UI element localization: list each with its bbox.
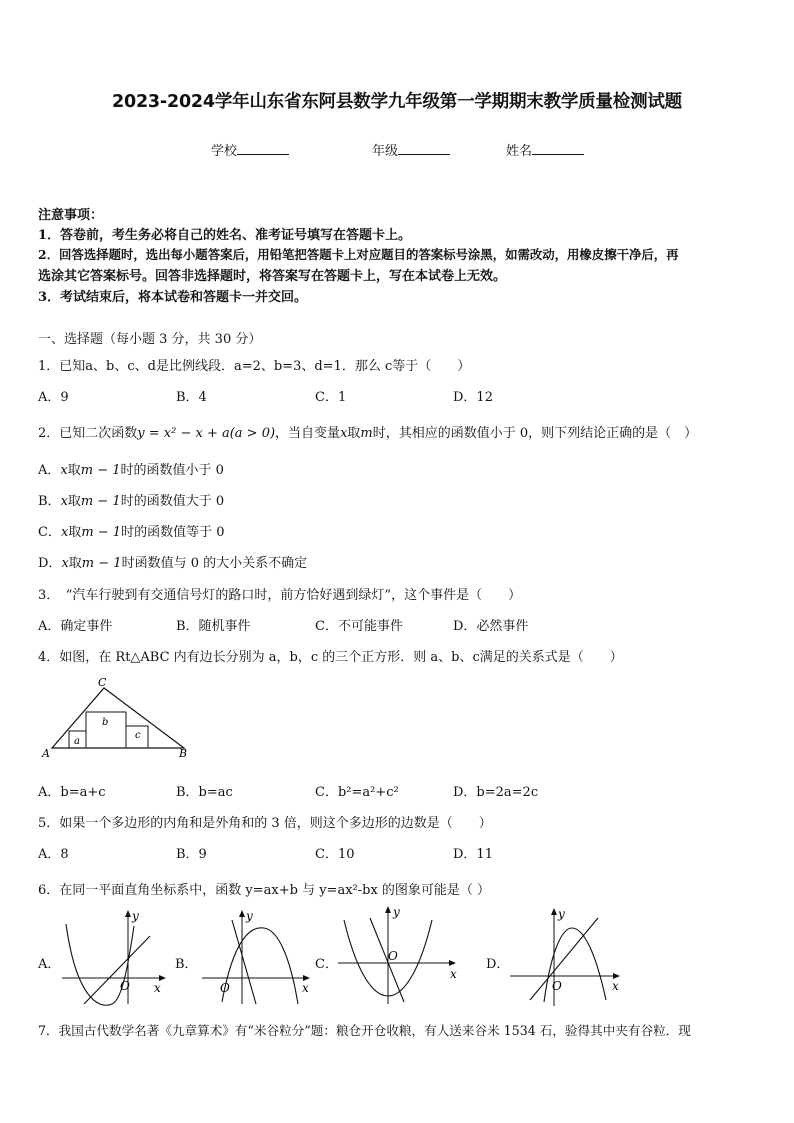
q5-stem: 5．如果一个多边形的内角和是外角和的 3 倍，则这个多边形的边数是（ ）	[38, 816, 492, 831]
q2-take: 取	[347, 426, 361, 441]
page-title: 2023-2024学年山东省东阿县数学九年级第一学期期末教学质量检测试题	[112, 92, 682, 112]
q2-a-expr: m − 1	[80, 463, 121, 478]
q2-stem-mid: ，当自变量	[275, 426, 341, 441]
q1-option-a: A．9	[38, 390, 69, 405]
line-graph	[84, 936, 150, 1004]
triangle-abc	[52, 688, 184, 748]
q3-option-b: B．随机事件	[176, 619, 251, 634]
q2-b-x: x	[60, 494, 68, 509]
x-label: x	[612, 979, 619, 993]
y-arrow-icon	[385, 906, 391, 913]
y-label: y	[558, 907, 565, 921]
q4-option-a: A．b=a+c	[38, 785, 106, 800]
y-label: y	[393, 905, 400, 919]
q2-var-m: m	[360, 426, 373, 441]
line-graph	[530, 918, 598, 1000]
name-field	[506, 140, 584, 159]
q5-option-d: D．11	[453, 847, 493, 862]
q2-option-b	[38, 490, 224, 509]
grade-blank	[398, 142, 450, 155]
x-label: x	[450, 967, 457, 981]
section-heading: 一、选择题（每小题 3 分，共 30 分）	[38, 332, 262, 347]
grade-label: 年级	[372, 144, 399, 159]
q6-option-b-label: B．	[175, 957, 198, 972]
q2-b-text: 时的函数值大于 0	[120, 494, 225, 509]
q4-option-d: D．b=2a=2c	[453, 785, 539, 800]
grade-field	[372, 140, 450, 159]
q5-option-c: C．10	[315, 847, 355, 862]
parabola-curve	[222, 928, 298, 1004]
q6-option-c-label: C．	[315, 957, 338, 972]
q2-d-x: x	[61, 556, 69, 571]
y-arrow-icon	[125, 910, 131, 917]
q1-option-d: D．12	[453, 390, 493, 405]
notice-item-2a: 2．回答选择题时，选出每小题答案后，用铅笔把答题卡上对应题目的答案标号涂黑，如需改动，用橡皮擦干净后，再	[38, 247, 679, 262]
notice-item-3: 3．考试结束后，将本试卷和答题卡一并交回。	[38, 290, 308, 305]
q2-a-label: A．	[38, 463, 61, 478]
origin-label: O	[120, 979, 130, 993]
q2-b-label: B．	[38, 494, 61, 509]
q6-graph-a	[58, 906, 170, 1010]
line-graph	[370, 918, 404, 1002]
q2-stem	[38, 422, 697, 441]
q3-stem: 3． “汽车行驶到有交通信号灯的路口时，前方恰好遇到绿灯”，这个事件是（ ）	[38, 588, 522, 603]
vertex-a-label: A	[42, 747, 50, 760]
q2-formula: y = x² − x + a(a > 0)	[137, 426, 276, 441]
square-c-label: c	[135, 730, 141, 741]
q2-b-expr: m − 1	[80, 494, 121, 509]
notice-item-1: 1．答卷前，考生务必将自己的姓名、准考证号填写在答题卡上。	[38, 228, 412, 243]
origin-label: O	[552, 979, 562, 993]
x-label: x	[154, 981, 161, 995]
square-b-label: b	[102, 717, 109, 728]
x-arrow-icon	[449, 960, 456, 966]
q2-d-expr: m − 1	[81, 556, 122, 571]
y-label: y	[132, 909, 139, 923]
q2-c-take: 取	[68, 525, 82, 540]
school-field	[211, 140, 289, 159]
q2-c-expr: m − 1	[81, 525, 122, 540]
q4-option-c: C．b²=a²+c²	[315, 785, 399, 800]
q1-option-b: B．4	[176, 390, 207, 405]
square-a-label: a	[74, 736, 80, 747]
y-arrow-icon	[551, 908, 557, 915]
vertex-c-label: C	[98, 676, 107, 689]
name-label: 姓名	[506, 144, 533, 159]
q2-var-x: x	[340, 426, 348, 441]
q7-stem: 7．我国古代数学名著《九章算术》有“米谷粒分”题：粮仓开仓收粮，有人送来谷米 1534 石，验得其中夹有谷粒．现	[38, 1023, 691, 1038]
q4-option-b: B．b=ac	[176, 785, 233, 800]
school-blank	[237, 142, 289, 155]
q2-stem-post: 时，其相应的函数值小于 0，则下列结论正确的是（ ）	[372, 426, 698, 441]
y-label: y	[246, 909, 253, 923]
q2-d-take: 取	[68, 556, 82, 571]
q2-a-x: x	[60, 463, 68, 478]
name-blank	[532, 142, 584, 155]
q1-stem: 1．已知a、b、c、d是比例线段．a=2、b=3、d=1．那么 c等于（ ）	[38, 359, 471, 374]
notice-heading: 注意事项：	[38, 208, 104, 223]
q4-stem: 4．如图，在 Rt△ABC 内有边长分别为 a，b，c 的三个正方形．则 a、b、c满足的关系式是（ ）	[38, 650, 623, 665]
q2-option-c	[38, 521, 224, 540]
q2-c-x: x	[60, 525, 69, 540]
q2-a-take: 取	[67, 463, 81, 478]
q3-option-d: D．必然事件	[453, 619, 529, 634]
q2-b-take: 取	[67, 494, 81, 509]
q6-graph-b	[198, 906, 316, 1010]
q6-option-d-label: D．	[486, 957, 510, 972]
q2-d-text: 时函数值与 0 的大小关系不确定	[121, 556, 308, 571]
q3-option-c: C．不可能事件	[315, 619, 403, 634]
notice-item-2b: 选涂其它答案标号。回答非选择题时，将答案写在答题卡上，写在本试卷上无效。	[38, 269, 507, 284]
q3-option-a: A．确定事件	[38, 619, 113, 634]
origin-label: O	[220, 981, 230, 995]
q6-graph-d	[508, 904, 630, 1010]
q6-option-a-label: A．	[38, 957, 61, 972]
school-label: 学校	[211, 144, 238, 159]
q4-triangle-figure	[40, 676, 200, 762]
q2-option-a	[38, 459, 224, 478]
q2-c-label: C．	[38, 525, 61, 540]
origin-label: O	[388, 949, 398, 963]
q2-option-d	[38, 552, 307, 571]
q2-a-text: 时的函数值小于 0	[120, 463, 224, 478]
x-label: x	[302, 981, 309, 995]
y-arrow-icon	[239, 910, 245, 917]
q2-stem-pre: 2．已知二次函数	[38, 426, 138, 441]
q5-option-b: B．9	[176, 847, 207, 862]
vertex-b-label: B	[179, 747, 188, 760]
q5-option-a: A．8	[38, 847, 69, 862]
q6-graph-c	[336, 900, 466, 1006]
q2-d-label: D．	[38, 556, 62, 571]
q2-c-text: 时的函数值等于 0	[121, 525, 225, 540]
parabola-curve	[66, 924, 134, 1005]
q6-stem: 6．在同一平面直角坐标系中，函数 y=ax+b 与 y=ax²-bx 的图象可能是（ ）	[38, 883, 491, 898]
q1-option-c: C．1	[315, 390, 347, 405]
line-graph	[232, 920, 256, 1004]
